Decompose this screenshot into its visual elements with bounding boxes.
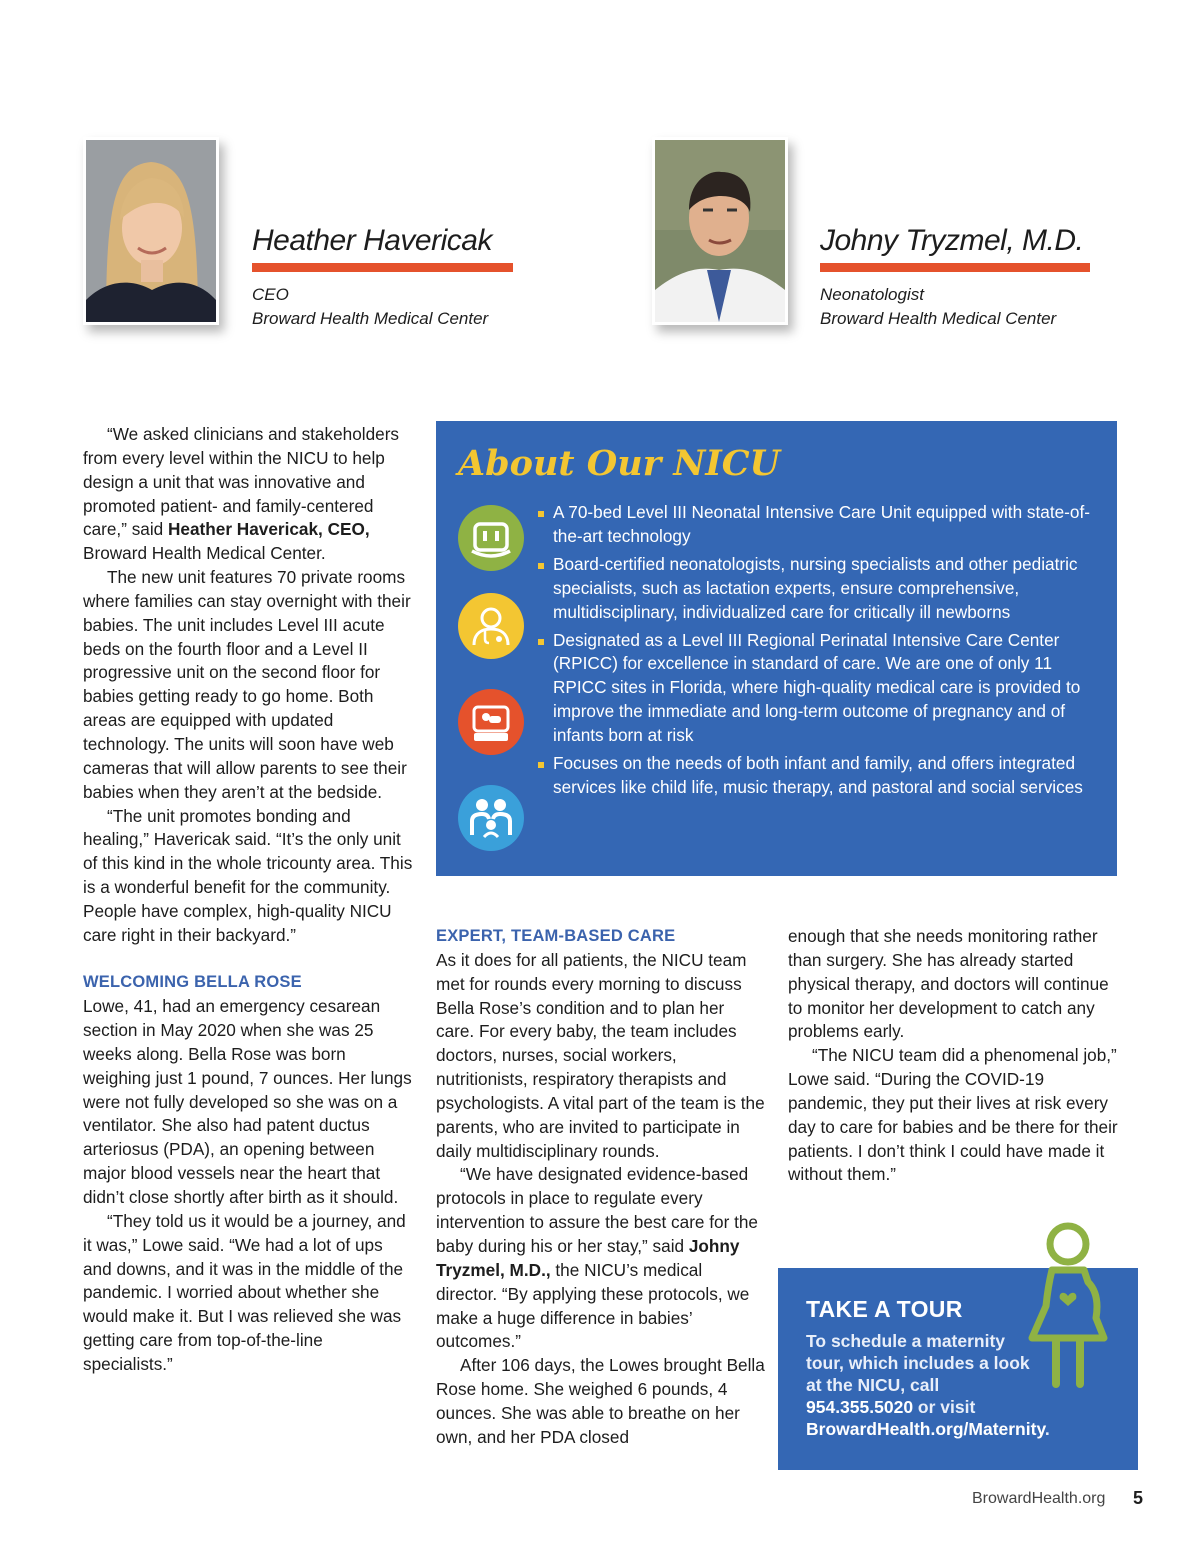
- section-heading: WELCOMING BELLA ROSE: [83, 973, 302, 992]
- profile-organization: Broward Health Medical Center: [252, 309, 489, 328]
- paragraph: “The NICU team did a phenomenal job,” Lowe said. “During the COVID-19 pandemic, they put their lives at risk every day to care for babies and be there for their patients. I don’t think I could have made it without them.”: [788, 1045, 1118, 1185]
- list-item: Designated as a Level III Regional Perinatal Intensive Care Center (RPICC) for excellence in standard of care. We are one of only 11 RPICC sites in Florida, where high-quality medical care is provided to improve the immediate and long-term outcome of pregnancy and of infants born at risk: [538, 629, 1098, 749]
- doctor-icon: [458, 593, 524, 659]
- bold-name: Johny Tryzmel, M.D.,: [436, 1235, 740, 1280]
- heather-havericak-photo: [83, 137, 219, 325]
- name-underline: [252, 263, 513, 272]
- family-icon: [458, 785, 524, 851]
- profile-title: Neonatologist: [820, 285, 924, 304]
- bullet-icon: [538, 563, 544, 569]
- page-number: 5: [1133, 1488, 1144, 1508]
- profile-role: [820, 283, 1056, 331]
- incubator-icon: [458, 689, 524, 755]
- list-item: A 70-bed Level III Neonatal Intensive Care Unit equipped with state-of-the-art technology: [538, 501, 1098, 549]
- tour-phone-link[interactable]: 954.355.5020: [806, 1397, 914, 1417]
- paragraph: enough that she needs monitoring rather than surgery. She has already started physical therapy, and doctors will continue to monitor her development to catch any problems early.: [788, 926, 1109, 1042]
- profile-name: Heather Havericak: [252, 224, 492, 257]
- footer-website: BrowardHealth.org: [972, 1490, 1106, 1507]
- bullet-icon: [538, 762, 544, 768]
- tour-url-link[interactable]: BrowardHealth.org/Maternity: [806, 1419, 1045, 1439]
- paragraph: “We have designated evidence-based protocols in place to regulate every intervention to assure the best care for the baby during his or her stay,” said Johny Tryzmel, M.D., the NICU’s medical director. “By applying these protocols, we make a huge difference in babies’ outcomes.”: [436, 1164, 758, 1352]
- nicu-bullet-list: [538, 501, 1098, 804]
- crib-icon: [458, 505, 524, 571]
- name-underline: [820, 263, 1090, 272]
- about-nicu-box: [436, 421, 1117, 876]
- paragraph: The new unit features 70 private rooms where families can stay overnight with their babies. The unit includes Level III acute beds on the fourth floor and a Level II progressive unit on the second floor for babies getting ready to go home. Both areas are equipped with updated technology. The units will soon have web cameras that will allow parents to see their babies when they aren’t at the bedside.: [83, 567, 411, 802]
- bullet-icon: [538, 511, 544, 517]
- article-left-column: [83, 423, 413, 1377]
- section-heading: EXPERT, TEAM-BASED CARE: [436, 927, 676, 945]
- paragraph: “We asked clinicians and stakeholders from every level within the NICU to help design a unit that was innovative and promoted patient- and family-centered care,” said Heather Havericak, CEO, Broward Health Medical Center.: [83, 424, 400, 564]
- profile-name: Johny Tryzmel, M.D.: [820, 224, 1084, 257]
- list-item: Board-certified neonatologists, nursing specialists and other pediatric specialists, such as lactation experts, ensure comprehensive, multidisciplinary, individualized care for critically ill newborns: [538, 553, 1098, 625]
- profile-role: [252, 283, 488, 331]
- paragraph: “The unit promotes bonding and healing,” Havericak said. “It’s the only unit of this kind in the whole tricounty area. This is a wonderful benefit for the community. People have complex, high-quality NICU care right in their backyard.”: [83, 805, 413, 945]
- bullet-icon: [538, 639, 544, 645]
- pregnant-woman-icon: [1018, 1220, 1118, 1390]
- article-middle-column: [436, 925, 766, 1450]
- tour-heading: TAKE A TOUR: [806, 1296, 963, 1322]
- tour-text: To schedule a maternity tour, which includes a look at the NICU, call 954.355.5020 or visit BrowardHealth.org/Maternity.: [806, 1331, 1050, 1439]
- paragraph: As it does for all patients, the NICU team met for rounds every morning to discuss Bella Rose’s condition and to plan her care. For every baby, the team includes doctors, nurses, social workers, nutritionists, respiratory therapists and psychologists. A vital part of the team is the parents, who are invited to participate in daily multidisciplinary rounds.: [436, 949, 765, 1161]
- nicu-box-title: About Our NICU: [458, 443, 781, 484]
- profile-title: CEO: [252, 285, 289, 304]
- article-right-column: [788, 925, 1118, 1187]
- johny-tryzmel-photo: [652, 137, 788, 325]
- paragraph: “They told us it would be a journey, and it was,” Lowe said. “We had a lot of ups and downs, and it was in the middle of the pandemic. I worried about whether she would make it. But I was relieved she was getting care from top-of-the-line specialists.”: [83, 1210, 406, 1374]
- list-item: Focuses on the needs of both infant and family, and offers integrated services like child life, music therapy, and pastoral and social services: [538, 752, 1098, 800]
- paragraph: Lowe, 41, had an emergency cesarean section in May 2020 when she was 25 weeks along. Bella Rose was born weighing just 1 pound, 7 ounces. Her lungs were not fully developed so she was on a ventilator. She also had patent ductus arteriosus (PDA), an opening between major blood vessels near the heart that didn’t close shortly after birth as it should.: [83, 996, 412, 1207]
- bold-name: Heather Havericak, CEO,: [168, 519, 370, 540]
- profile-organization: Broward Health Medical Center: [820, 309, 1057, 328]
- paragraph: After 106 days, the Lowes brought Bella Rose home. She weighed 6 pounds, 4 ounces. She was able to breathe on her own, and her PDA closed: [436, 1355, 765, 1447]
